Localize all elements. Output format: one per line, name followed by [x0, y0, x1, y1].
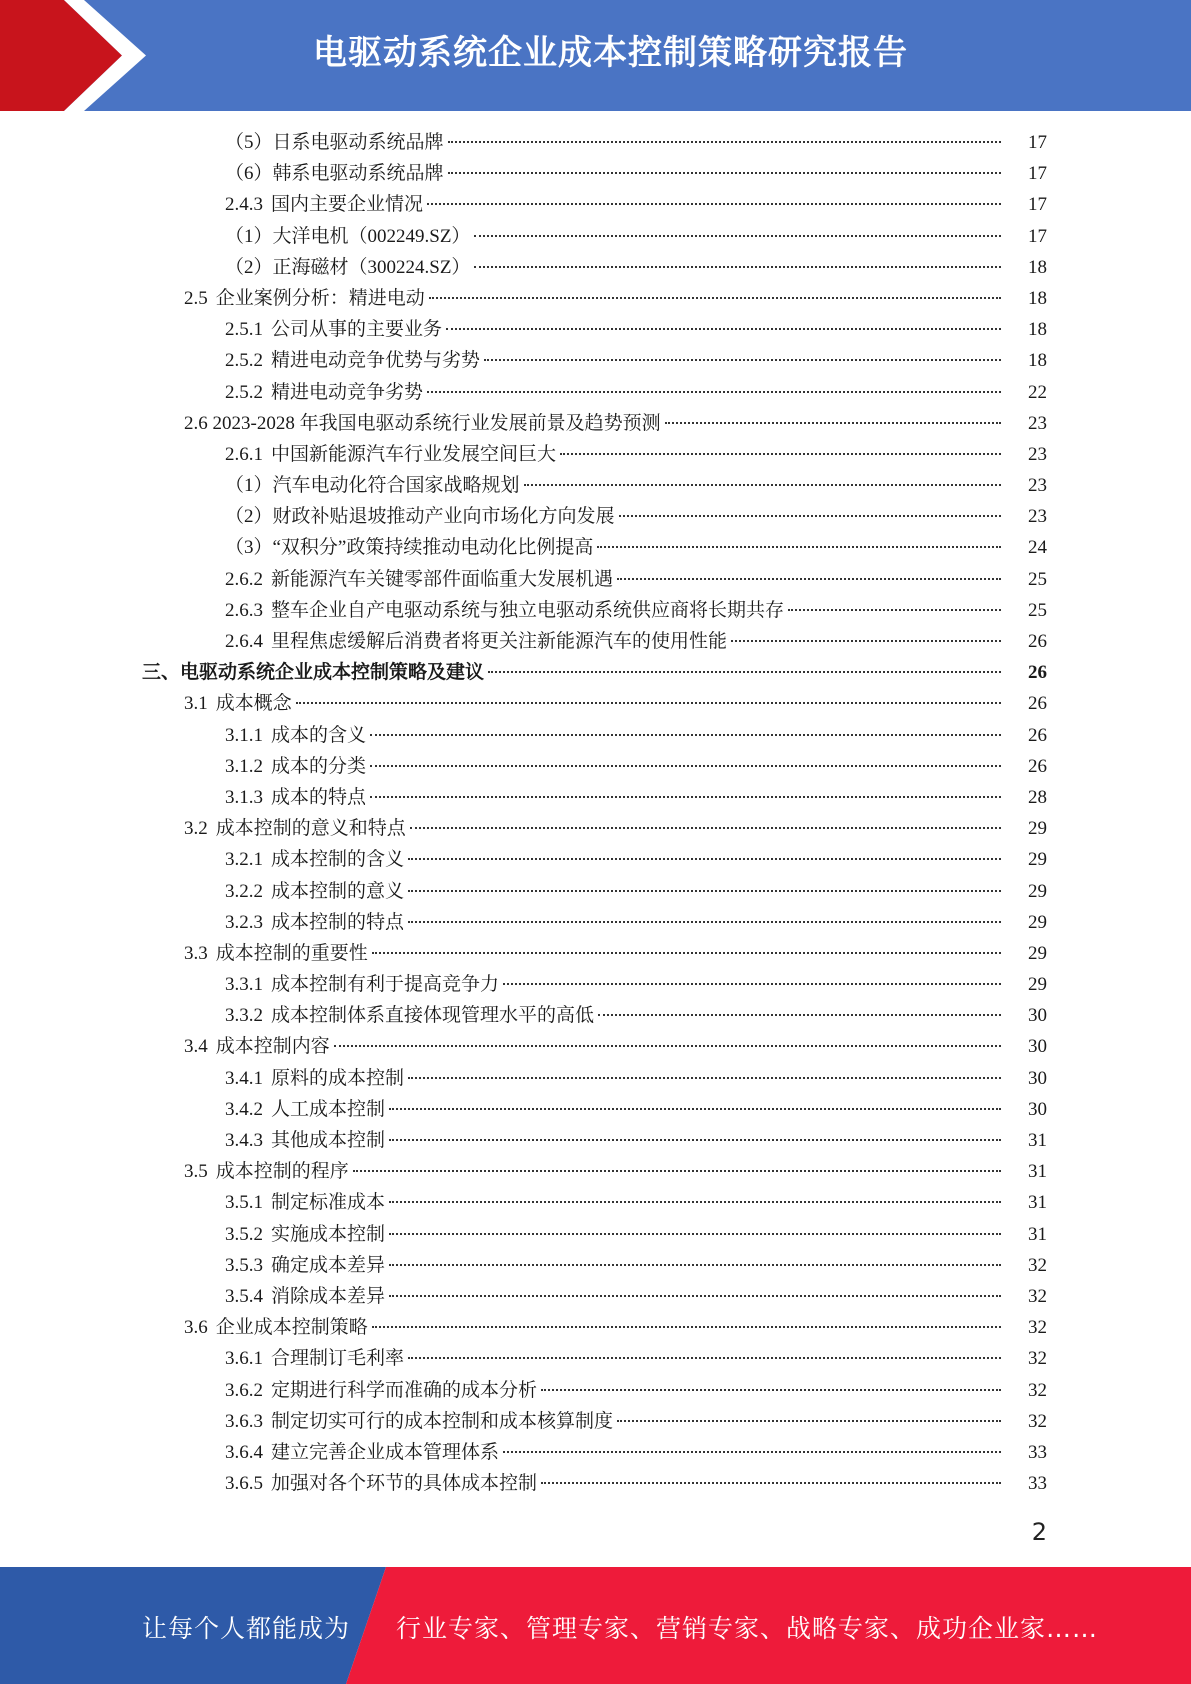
toc-entry-number: 3.2.2	[225, 880, 263, 902]
toc-dot-leader	[427, 203, 1001, 205]
toc-entry[interactable]	[0, 938, 1191, 969]
toc-dot-leader	[389, 1295, 1001, 1297]
toc-entry-title: 成本控制的程序	[215, 1161, 349, 1183]
toc-entry-page: 24	[1028, 537, 1047, 559]
toc-entry-title: 合理制订毛利率	[271, 1348, 405, 1370]
toc-entry-title: （2）财政补贴退坡推动产业向市场化方向发展	[225, 506, 615, 528]
toc-entry-title: 消除成本差异	[271, 1285, 386, 1307]
toc-entry-number: 3.4.3	[225, 1130, 263, 1151]
toc-dot-leader	[408, 1077, 1001, 1079]
toc-dot-leader	[370, 734, 1001, 736]
toc-entry-number: 3.3	[184, 942, 208, 964]
toc-entry-title: 成本控制的意义	[271, 880, 405, 902]
toc-entry[interactable]	[0, 1437, 1191, 1468]
toc-entry[interactable]	[0, 657, 1191, 688]
toc-entry-title: （5）日系电驱动系统品牌	[225, 132, 444, 153]
toc-entry-title: 整车企业自产电驱动系统与独立电驱动系统供应商将长期共存	[271, 599, 785, 621]
toc-entry-title: 成本控制的含义	[271, 849, 405, 871]
toc-entry-title: （2）正海磁材（300224.SZ）	[225, 256, 471, 278]
toc-entry[interactable]	[0, 876, 1191, 907]
toc-entry[interactable]	[0, 314, 1191, 345]
toc-entry-number: 3.1.1	[225, 724, 263, 746]
toc-entry-title: 2.6 2023-2028 年我国电驱动系统行业发展前景及趋势预测	[184, 412, 661, 434]
toc-dot-leader	[353, 1170, 1001, 1172]
toc-entry-title: （6）韩系电驱动系统品牌	[225, 163, 444, 185]
toc-dot-leader	[370, 796, 1001, 798]
toc-dot-leader	[372, 1326, 1001, 1328]
toc-entry[interactable]	[0, 844, 1191, 875]
toc-entry-title: 三、电驱动系统企业成本控制策略及建议	[142, 662, 485, 684]
toc-dot-leader	[389, 1139, 1001, 1141]
toc-entry[interactable]	[0, 782, 1191, 813]
toc-entry[interactable]	[0, 221, 1191, 252]
toc-entry-page: 31	[1028, 1192, 1047, 1214]
toc-entry-page: 18	[1028, 256, 1047, 278]
toc-dot-leader	[597, 546, 1001, 548]
toc-dot-leader	[408, 921, 1001, 923]
toc-entry-page: 26	[1028, 724, 1047, 746]
toc-entry-page: 32	[1028, 1254, 1047, 1276]
toc-entry-number: 2.6.1	[225, 443, 263, 465]
toc-entry-page: 29	[1028, 849, 1047, 871]
toc-entry-number: 3.2.3	[225, 911, 263, 933]
toc-entry[interactable]	[0, 345, 1191, 376]
toc-entry[interactable]	[0, 1063, 1191, 1094]
toc-entry-number: 3.1.2	[225, 755, 263, 777]
toc-entry-page: 26	[1028, 631, 1047, 652]
toc-entry-page: 22	[1028, 381, 1047, 403]
toc-entry-number: 3.5.3	[225, 1254, 263, 1276]
toc-entry-title: （1）汽车电动化符合国家战略规划	[225, 475, 520, 497]
toc-entry-number: 2.4.3	[225, 194, 263, 216]
toc-entry-page: 32	[1028, 1317, 1047, 1339]
toc-entry[interactable]	[0, 751, 1191, 782]
toc-entry-page: 30	[1028, 1036, 1047, 1058]
toc-entry[interactable]	[0, 720, 1191, 751]
toc-dot-leader	[448, 141, 1001, 143]
toc-entry-title: 成本控制的意义和特点	[215, 818, 406, 840]
toc-dot-leader	[446, 328, 1001, 330]
toc-entry-number: 3.6.2	[225, 1379, 263, 1401]
toc-entry-page: 29	[1028, 818, 1047, 840]
toc-entry-page: 28	[1028, 786, 1047, 808]
toc-entry-title: 加强对各个环节的具体成本控制	[271, 1473, 538, 1495]
toc-entry-number: 2.6.2	[225, 568, 263, 590]
toc-entry[interactable]	[0, 1187, 1191, 1218]
toc-dot-leader	[503, 1451, 1001, 1453]
toc-entry-page: 17	[1028, 225, 1047, 247]
toc-entry-title: 里程焦虑缓解后消费者将更关注新能源汽车的使用性能	[271, 631, 728, 652]
toc-entry-number: 2.5	[184, 287, 208, 309]
toc-dot-leader	[598, 1014, 1001, 1016]
toc-dot-leader	[665, 422, 1001, 424]
toc-entry[interactable]	[0, 1375, 1191, 1406]
toc-dot-leader	[524, 484, 1001, 486]
toc-entry-page: 32	[1028, 1348, 1047, 1370]
toc-entry-title: 成本概念	[215, 693, 292, 715]
toc-entry[interactable]	[0, 408, 1191, 439]
toc-entry-page: 29	[1028, 911, 1047, 933]
toc-entry-number: 2.6.3	[225, 599, 263, 621]
toc-dot-leader	[389, 1201, 1001, 1203]
toc-entry-number: 3.5.4	[225, 1285, 263, 1307]
toc-entry-page: 25	[1028, 599, 1047, 621]
toc-entry-title: 中国新能源汽车行业发展空间巨大	[271, 443, 557, 465]
toc-entry-number: 3.6.5	[225, 1473, 263, 1495]
toc-entry-page: 18	[1028, 350, 1047, 372]
toc-entry[interactable]	[0, 189, 1191, 220]
toc-entry[interactable]	[0, 501, 1191, 532]
toc-entry-page: 17	[1028, 194, 1047, 216]
toc-entry-page: 17	[1028, 132, 1047, 153]
toc-entry-page: 31	[1028, 1161, 1047, 1183]
toc-entry[interactable]	[0, 1219, 1191, 1250]
toc-dot-leader	[389, 1108, 1001, 1110]
toc-entry-title: 成本的含义	[271, 724, 367, 746]
toc-entry-number: 3.6.1	[225, 1348, 263, 1370]
toc-dot-leader	[408, 890, 1001, 892]
toc-entry-title: 成本控制体系直接体现管理水平的高低	[271, 1005, 595, 1027]
toc-entry-page: 25	[1028, 568, 1047, 590]
toc-entry-number: 3.6	[184, 1317, 208, 1339]
toc-entry-page: 23	[1028, 506, 1047, 528]
toc-entry-page: 31	[1028, 1223, 1047, 1245]
footer-slogan-left: 让每个人都能成为	[142, 1614, 351, 1643]
toc-entry-number: 3.4.1	[225, 1067, 263, 1089]
toc-dot-leader	[731, 640, 1001, 642]
toc-dot-leader	[474, 266, 1001, 268]
toc-dot-leader	[408, 858, 1001, 860]
toc-entry[interactable]	[0, 1000, 1191, 1031]
toc-entry[interactable]	[0, 1250, 1191, 1281]
toc-entry[interactable]	[0, 564, 1191, 595]
toc-entry-page: 26	[1028, 693, 1047, 715]
toc-dot-leader	[560, 453, 1001, 455]
toc-entry-page: 32	[1028, 1410, 1047, 1432]
toc-entry-title: 成本的分类	[271, 755, 367, 777]
page-number: 2	[1031, 1518, 1047, 1546]
toc-entry[interactable]	[0, 127, 1191, 158]
toc-entry-title: 公司从事的主要业务	[271, 319, 443, 341]
toc-entry-title: 定期进行科学而准确的成本分析	[271, 1379, 538, 1401]
toc-entry-title: （3）“双积分”政策持续推动电动化比例提高	[225, 537, 594, 559]
toc-entry-title: 成本控制内容	[215, 1036, 330, 1058]
toc-entry-title: 国内主要企业情况	[271, 194, 424, 216]
toc-entry[interactable]	[0, 595, 1191, 626]
toc-entry-page: 32	[1028, 1285, 1047, 1307]
toc-dot-leader	[484, 359, 1001, 361]
toc-entry-title: 确定成本差异	[271, 1254, 386, 1276]
toc-entry[interactable]	[0, 252, 1191, 283]
toc-entry[interactable]	[0, 1125, 1191, 1156]
toc-entry[interactable]	[0, 1468, 1191, 1499]
toc-dot-leader	[619, 515, 1001, 517]
footer-slogan-right: 行业专家、管理专家、营销专家、战略专家、成功企业家……	[396, 1614, 1099, 1643]
toc-dot-leader	[488, 671, 1001, 673]
toc-dot-leader	[541, 1482, 1001, 1484]
toc-entry[interactable]	[0, 283, 1191, 314]
toc-entry[interactable]	[0, 1031, 1191, 1062]
page-header	[0, 0, 1191, 111]
toc-entry-page: 23	[1028, 412, 1047, 434]
toc-entry[interactable]	[0, 158, 1191, 189]
toc-dot-leader	[389, 1233, 1001, 1235]
toc-entry[interactable]	[0, 907, 1191, 938]
toc-entry[interactable]	[0, 1406, 1191, 1437]
toc-entry[interactable]	[0, 377, 1191, 408]
toc-entry[interactable]	[0, 969, 1191, 1000]
toc-entry-number: 3.3.2	[225, 1005, 263, 1027]
toc-entry-page: 30	[1028, 1067, 1047, 1089]
toc-entry-title: 建立完善企业成本管理体系	[271, 1441, 500, 1463]
toc-entry-number: 3.6.3	[225, 1410, 263, 1432]
toc-dot-leader	[408, 1357, 1001, 1359]
toc-dot-leader	[503, 983, 1001, 985]
toc-entry-number: 3.4.2	[225, 1098, 263, 1120]
toc-entry-page: 26	[1028, 755, 1047, 777]
toc-entry-number: 3.1.3	[225, 786, 263, 808]
toc-entry-title: 企业案例分析：精进电动	[215, 287, 425, 309]
toc-entry[interactable]	[0, 1281, 1191, 1312]
toc-entry-page: 30	[1028, 1005, 1047, 1027]
toc-dot-leader	[429, 297, 1001, 299]
toc-entry-page: 26	[1028, 662, 1047, 684]
toc-dot-leader	[474, 235, 1001, 237]
toc-entry-page: 33	[1028, 1441, 1047, 1463]
toc-dot-leader	[296, 702, 1001, 704]
toc-entry-number: 2.5.2	[225, 350, 263, 372]
toc-entry-title: 其他成本控制	[271, 1130, 386, 1151]
toc-entry-title: （1）大洋电机（002249.SZ）	[225, 225, 471, 247]
toc-entry-number: 2.5.2	[225, 381, 263, 403]
toc-entry-title: 成本的特点	[271, 786, 367, 808]
table-of-contents	[0, 127, 1191, 1499]
toc-entry-title: 制定标准成本	[271, 1192, 386, 1214]
toc-entry[interactable]	[0, 626, 1191, 657]
toc-entry-number: 2.6.4	[225, 631, 263, 652]
toc-entry-title: 制定切实可行的成本控制和成本核算制度	[271, 1410, 614, 1432]
toc-entry[interactable]	[0, 688, 1191, 719]
toc-entry-number: 3.2	[184, 818, 208, 840]
toc-entry[interactable]	[0, 439, 1191, 470]
toc-dot-leader	[334, 1045, 1001, 1047]
toc-entry-number: 3.5.1	[225, 1192, 263, 1214]
toc-entry-page: 23	[1028, 443, 1047, 465]
toc-dot-leader	[389, 1264, 1001, 1266]
toc-dot-leader	[617, 1420, 1001, 1422]
toc-dot-leader	[410, 827, 1001, 829]
toc-entry-page: 29	[1028, 942, 1047, 964]
toc-dot-leader	[541, 1389, 1001, 1391]
toc-entry-page: 18	[1028, 287, 1047, 309]
toc-entry-page: 23	[1028, 475, 1047, 497]
toc-entry-title: 新能源汽车关键零部件面临重大发展机遇	[271, 568, 614, 590]
toc-entry-page: 31	[1028, 1130, 1047, 1151]
toc-entry-title: 精进电动竞争劣势	[271, 381, 424, 403]
toc-entry[interactable]	[0, 532, 1191, 563]
toc-entry-page: 30	[1028, 1098, 1047, 1120]
toc-entry-page: 17	[1028, 163, 1047, 185]
toc-entry-title: 实施成本控制	[271, 1223, 386, 1245]
toc-entry-title: 人工成本控制	[271, 1098, 386, 1120]
toc-dot-leader	[372, 952, 1001, 954]
toc-entry-title: 成本控制有利于提高竞争力	[271, 974, 500, 996]
toc-entry[interactable]	[0, 1094, 1191, 1125]
toc-dot-leader	[370, 765, 1001, 767]
report-title: 电驱动系统企业成本控制策略研究报告	[313, 33, 908, 73]
toc-entry-number: 3.2.1	[225, 849, 263, 871]
toc-entry-number: 2.5.1	[225, 319, 263, 341]
toc-entry-page: 29	[1028, 880, 1047, 902]
toc-dot-leader	[427, 391, 1001, 393]
toc-dot-leader	[788, 609, 1001, 611]
toc-entry-number: 3.3.1	[225, 974, 263, 996]
page-footer	[0, 1567, 1191, 1684]
toc-entry-title: 成本控制的重要性	[215, 942, 368, 964]
toc-entry-number: 3.5	[184, 1161, 208, 1183]
toc-entry-title: 成本控制的特点	[271, 911, 405, 933]
toc-entry-title: 原料的成本控制	[271, 1067, 405, 1089]
toc-dot-leader	[448, 172, 1001, 174]
toc-entry-number: 3.1	[184, 693, 208, 715]
toc-entry-page: 32	[1028, 1379, 1047, 1401]
toc-entry[interactable]	[0, 813, 1191, 844]
toc-entry-page: 33	[1028, 1473, 1047, 1495]
toc-entry-title: 企业成本控制策略	[215, 1317, 368, 1339]
toc-entry[interactable]	[0, 1156, 1191, 1187]
toc-entry-page: 18	[1028, 319, 1047, 341]
toc-dot-leader	[617, 578, 1001, 580]
toc-entry-number: 3.4	[184, 1036, 208, 1058]
toc-entry-page: 29	[1028, 974, 1047, 996]
toc-entry-title: 精进电动竞争优势与劣势	[271, 350, 481, 372]
toc-entry[interactable]	[0, 1343, 1191, 1374]
toc-entry-number: 3.5.2	[225, 1223, 263, 1245]
toc-entry[interactable]	[0, 470, 1191, 501]
toc-entry-number: 3.6.4	[225, 1441, 263, 1463]
toc-entry[interactable]	[0, 1312, 1191, 1343]
